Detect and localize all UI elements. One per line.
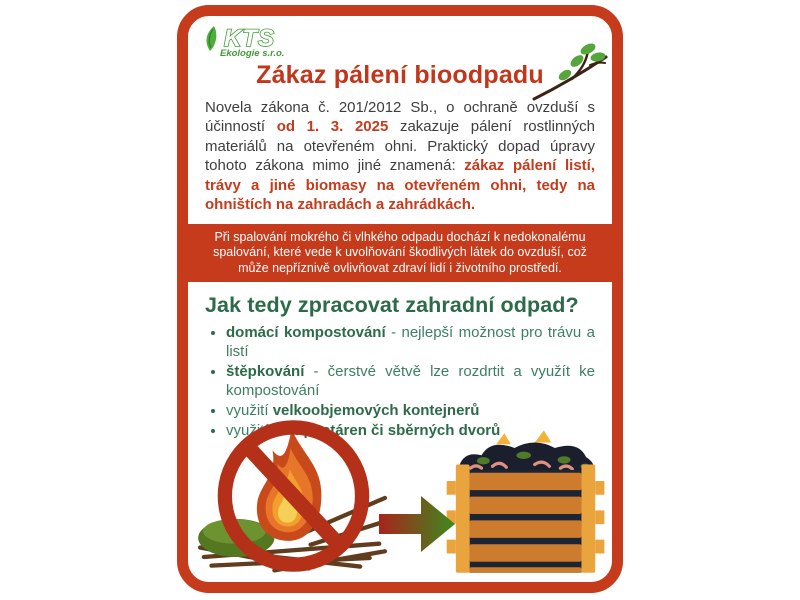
leaf-icon (204, 25, 221, 52)
title-row (188, 61, 612, 90)
bullet-term: štěpkování (226, 363, 305, 381)
bullet-rest: - nejlepší možnost pro trávu a listí (226, 324, 595, 361)
intro-text-1: Novela zákona č. 201/2012 Sb., o ochraně ovzduší s účinností (205, 98, 595, 135)
intro-highlight-date: od 1. 3. 2025 (276, 118, 389, 135)
logo-brand-text: KTS (224, 25, 275, 52)
bullet-prefix: využití (226, 401, 273, 419)
illustrations-row (188, 442, 612, 582)
bullet-prefix: využití (226, 421, 273, 439)
branch-with-leaves-icon (532, 43, 610, 101)
no-burning-fire-illustration (196, 416, 391, 578)
page-title: Zákaz pálení bioodpadu (256, 60, 544, 89)
red-to-green-arrow-icon (377, 492, 457, 556)
list-item-chipping (226, 363, 595, 401)
intro-highlight-ban: zákaz pálení listí, trávy a jiné biomasy na otevřeném ohni, tedy na ohništích na zahradách a zahrádkách. (205, 157, 595, 213)
intro-paragraph (188, 90, 612, 224)
bullet-rest: - čerstvé větvě lze rozdrtit a využít ke kompostování (226, 363, 595, 400)
compost-bin-illustration (443, 428, 608, 578)
list-item-composting (226, 324, 595, 362)
bullet-term: kompostáren či sběrných dvorů (272, 421, 501, 439)
intro-text-2: zakazuje pálení rostlinných materiálů na otevřeném ohni. Praktický dopad úpravy tohoto zákona mimo jiné znamená: (205, 118, 595, 174)
arrow-wrap (377, 492, 457, 556)
bullet-term: velkoobjemových kontejnerů (272, 401, 480, 419)
warning-banner: Při spalování mokrého či vlhkého odpadu dochází k nedokonalému spalování, které vede k uvolňování škodlivých látek do ovzduší, což může nepříznivě ovlivňovat zdraví lidí i životního prostředí. (188, 224, 612, 283)
section-heading: Jak tedy zpracovat zahradní odpad? (205, 293, 579, 318)
poster-card (177, 5, 623, 593)
logo-subtitle: Ekologie s.r.o. (220, 48, 285, 59)
bullet-term: domácí kompostování (226, 324, 386, 342)
